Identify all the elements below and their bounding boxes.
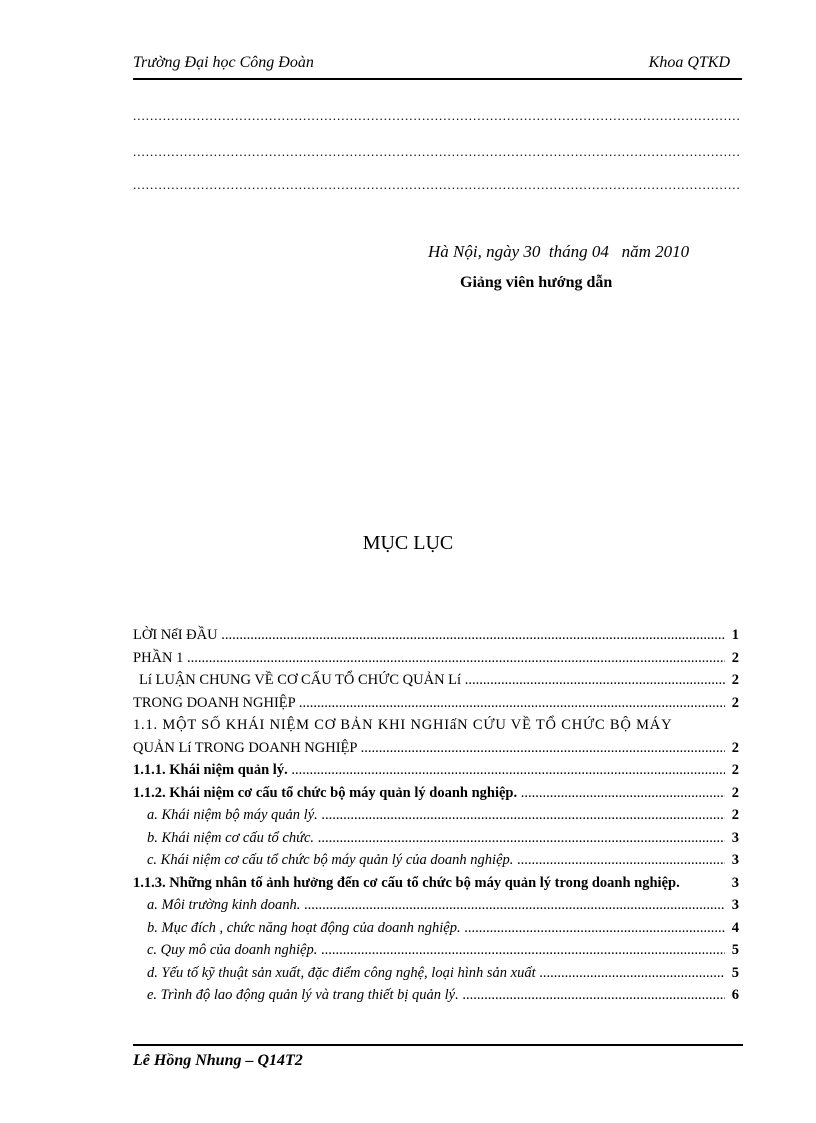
toc-entry[interactable]: 1.1.3. Những nhân tố ảnh hưởng đến cơ cấu tổ chức bộ máy quản lý trong doanh nghiệp. 3: [133, 874, 739, 891]
footer-author: Lê Hồng Nhung – Q14T2: [133, 1052, 303, 1069]
signature-date: Hà Nội, ngày 30 tháng 04 năm 2010: [428, 242, 690, 261]
toc-entry[interactable]: b. Khái niệm cơ cấu tổ chức. ..... 3: [133, 827, 741, 850]
toc-entry[interactable]: LỜI NểI ĐẦU ..... 1: [133, 624, 741, 647]
table-of-contents: [133, 624, 741, 1007]
toc-entry[interactable]: e. Trình độ lao động quản lý và trang thiết bị quản lý. ..... 6: [133, 984, 741, 1007]
toc-title: MỤC LỤC: [362, 532, 454, 554]
comment-dotted-line: [133, 177, 739, 193]
toc-entry[interactable]: a. Khái niệm bộ máy quản lý. ..... 2: [133, 804, 741, 827]
toc-entry[interactable]: 1.1.2. Khái niệm cơ cấu tổ chức bộ máy quản lý doanh nghiệp. ..... 2: [133, 782, 741, 805]
toc-entry[interactable]: PHẦN 1 ..... 2: [133, 647, 741, 670]
page-header: [133, 52, 742, 80]
signature-title: Giảng viên hướng dẫn: [460, 274, 613, 291]
toc-entry[interactable]: a. Môi trường kinh doanh. ..... 3: [133, 894, 741, 917]
header-faculty: Khoa QTKD: [648, 54, 730, 71]
toc-entry[interactable]: 1.1.1. Khái niệm quản lý. ..... 2: [133, 759, 741, 782]
toc-entry[interactable]: b. Mục đích , chức năng hoạt động của doanh nghiệp. ..... 4: [133, 917, 741, 940]
toc-entry[interactable]: 1.1. MỘT SỐ KHÁI NIỆM CƠ BẢN KHI NGHIấN CỨU VỀ TỔ CHỨC BỘ MÁY: [133, 717, 673, 733]
comment-dotted-line: [133, 108, 739, 124]
toc-entry[interactable]: c. Khái niệm cơ cấu tổ chức bộ máy quản lý của doanh nghiệp. ..... 3: [133, 849, 741, 872]
toc-entry[interactable]: QUẢN Lí TRONG DOANH NGHIỆP ..... 2: [133, 737, 741, 760]
toc-entry[interactable]: Lí LUẬN CHUNG VỀ CƠ CẤU TỔ CHỨC QUẢN Lí ..... 2: [133, 669, 741, 692]
toc-entry[interactable]: TRONG DOANH NGHIỆP ..... 2: [133, 692, 741, 715]
header-school: Trường Đại học Công Đoàn: [133, 54, 314, 71]
comment-dotted-line: [133, 144, 739, 160]
page-footer: [133, 1044, 743, 1070]
toc-entry[interactable]: c. Quy mô của doanh nghiệp. ..... 5: [133, 939, 741, 962]
toc-entry[interactable]: d. Yếu tố kỹ thuật sản xuất, đặc điểm công nghệ, loại hình sản xuất ..... 5: [133, 962, 741, 985]
